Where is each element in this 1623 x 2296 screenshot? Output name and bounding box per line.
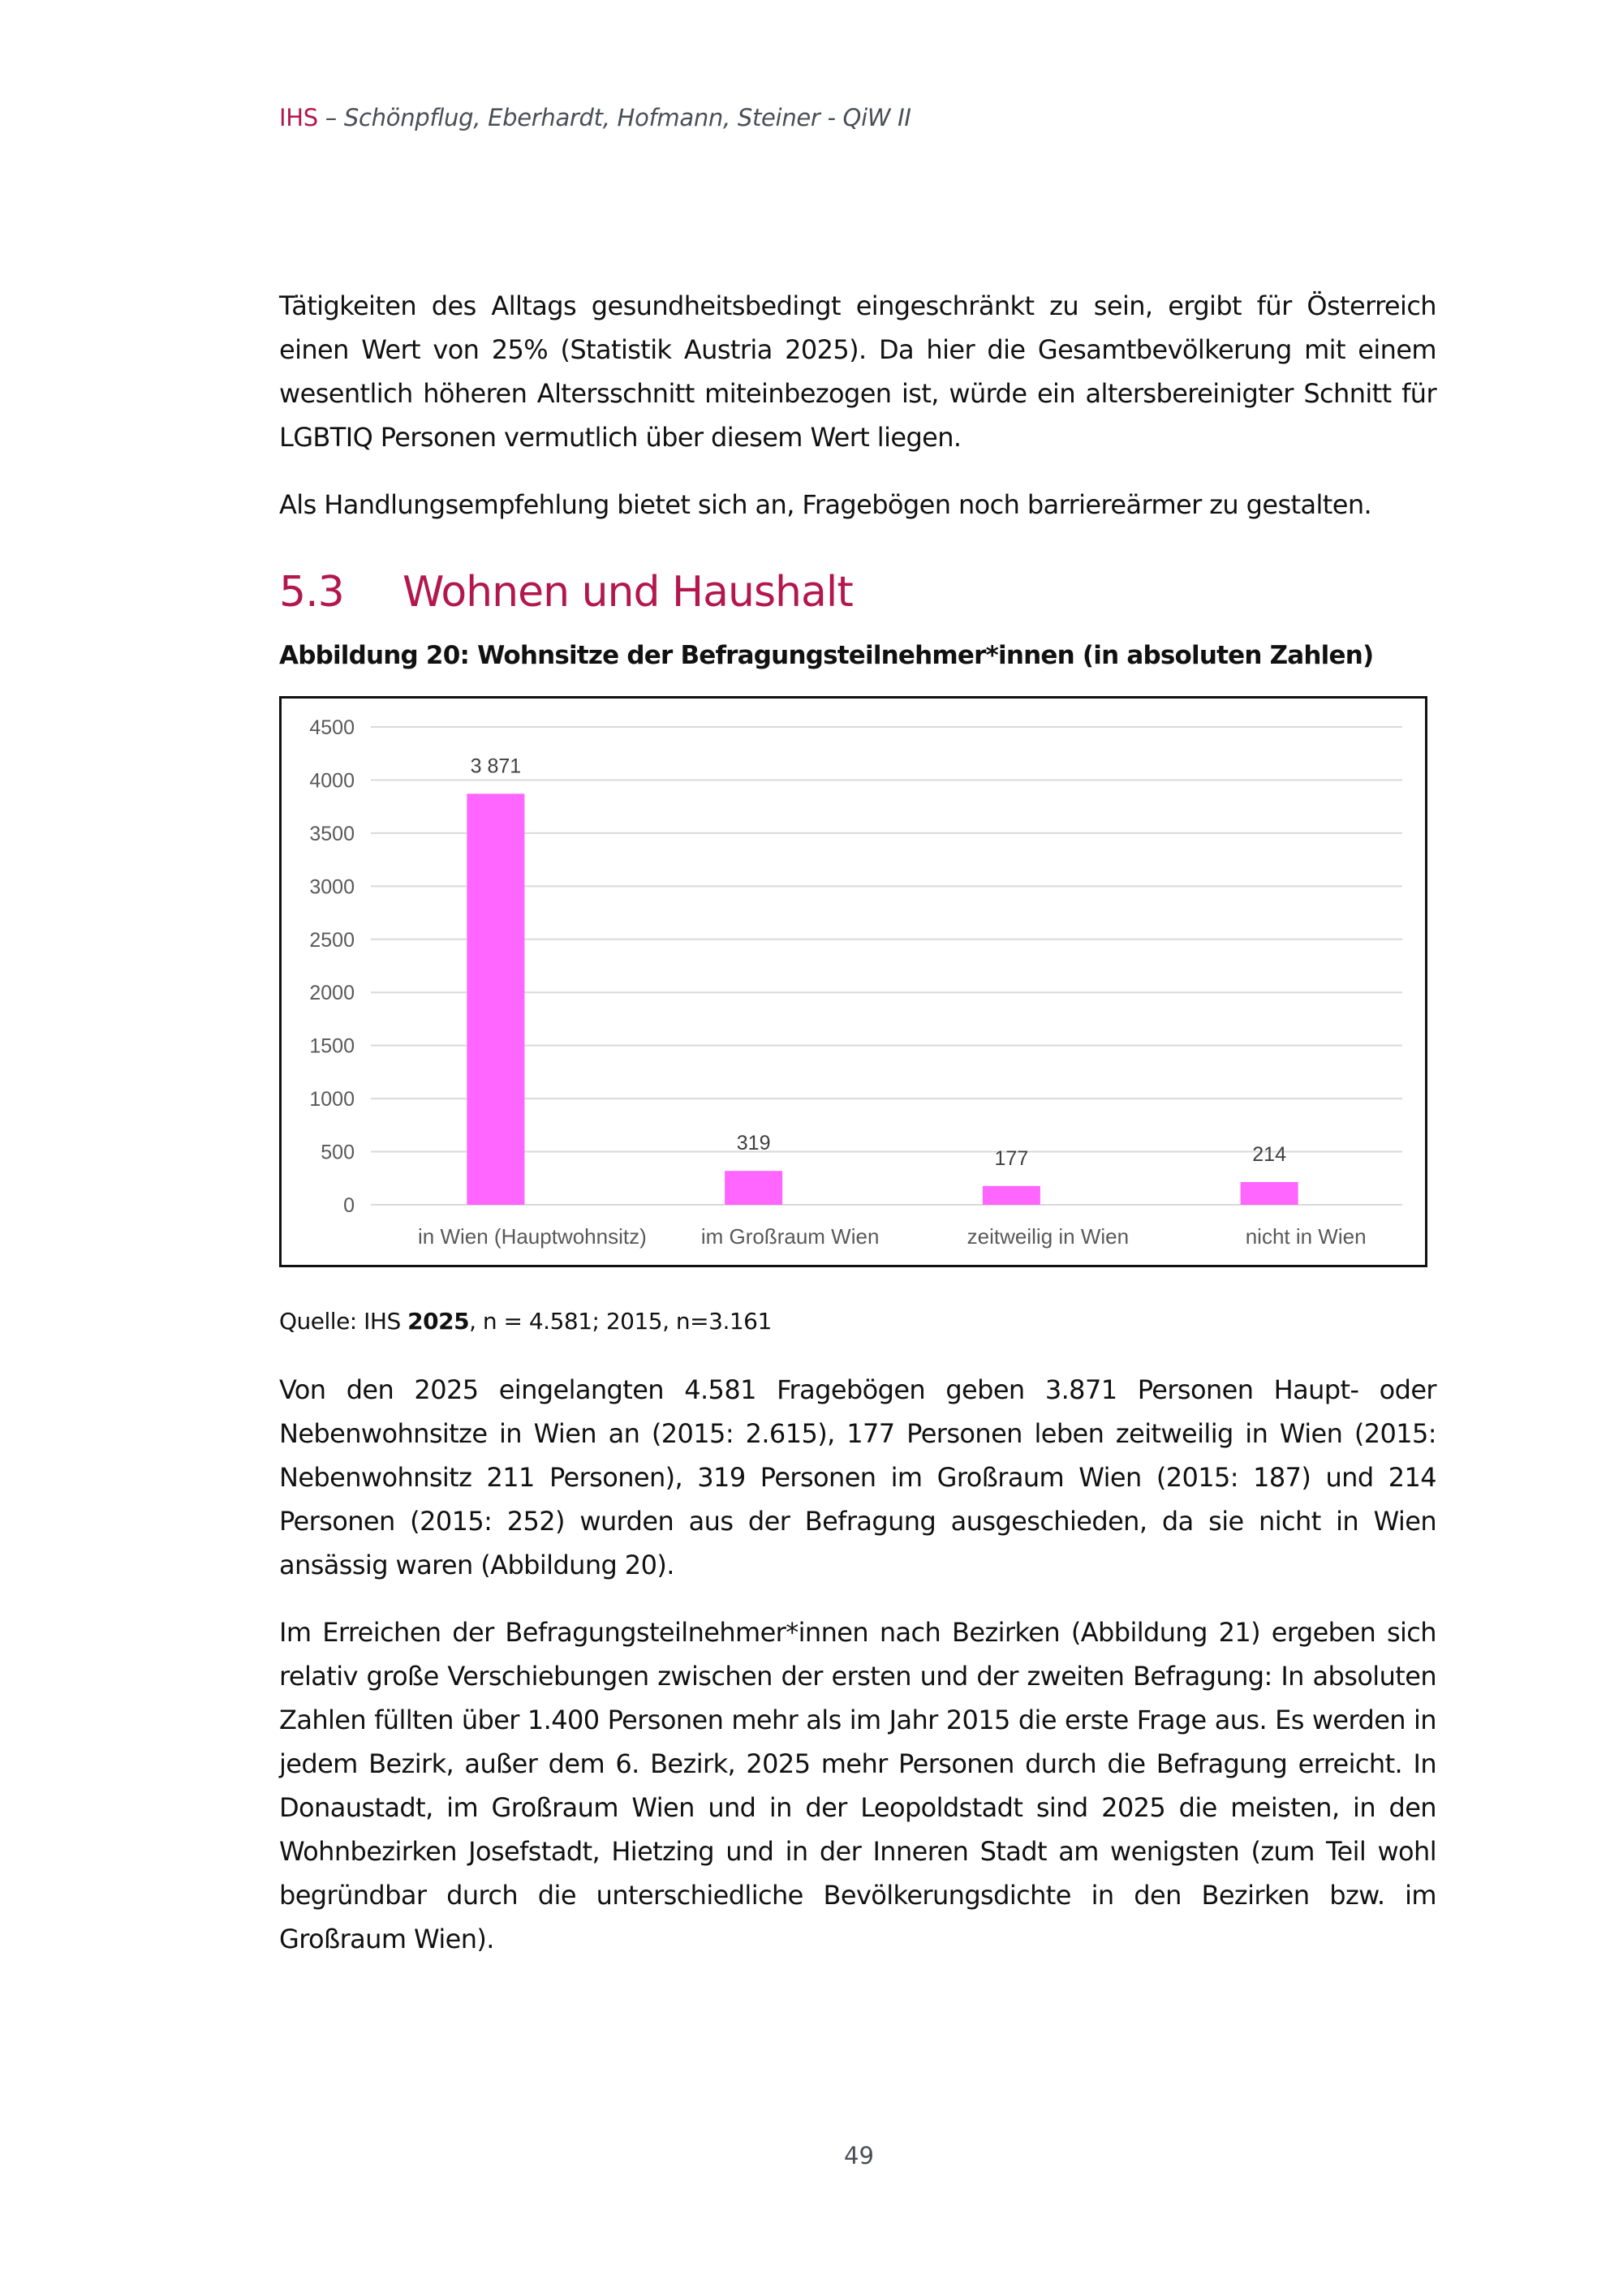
y-tick-label: 500: [321, 1141, 355, 1164]
paragraph-district-shifts: Im Erreichen der Befragungsteilnehmer*innen nach Bezirken (Abbildung 21) ergeben sich relativ große Verschiebungen zwischen der ersten und der zweiten Befragung: In absoluten Zahlen füllten über 1.400 Personen mehr als im Jahr 2015 die erste Frage aus. Es werden in jedem Bezirk, außer dem 6. Bezirk, 2025 mehr Personen durch die Befragung erreicht. In Donaustadt, im Großraum Wien und in der Leopoldstadt sind 2025 die meisten, in den Wohnbezirken Josefstadt, Hietzing und in der Inneren Stadt am wenigsten (zum Teil wohl begründbar durch die unterschiedliche Bevölkerungsdichte in den Bezirken bzw. im Großraum Wien).: [279, 1617, 1436, 1954]
bar-chart: [279, 696, 1427, 1267]
paragraph-health-limitations: Tätigkeiten des Alltags gesundheitsbedingt eingeschränkt zu sein, ergibt für Österreich einen Wert von 25% (Statistik Austria 2025). Da hier die Gesamtbevölkerung mit einem wesentlich höheren Altersschnitt miteinbezogen ist, würde ein altersbereinigter Schnitt für LGBTIQ Personen vermutlich über diesem Wert liegen.: [279, 290, 1436, 453]
source-year: 2025: [407, 1308, 470, 1335]
data-label: 3 871: [470, 755, 522, 778]
y-tick-label: 1000: [309, 1088, 355, 1111]
y-tick-label: 2500: [309, 928, 355, 952]
source-suffix: , n = 4.581; 2015, n=3.161: [469, 1308, 772, 1335]
bar: [1241, 1182, 1298, 1205]
section-number: 5.3: [279, 568, 344, 617]
bar: [725, 1171, 782, 1205]
y-tick-label: 0: [343, 1194, 355, 1217]
y-tick-label: 4500: [309, 716, 355, 739]
bar: [467, 793, 524, 1205]
header-brand: IHS: [279, 104, 318, 131]
section-title: Wohnen und Haushalt: [403, 568, 853, 617]
y-tick-label: 4000: [309, 769, 355, 793]
x-tick-label: nicht in Wien: [1245, 1224, 1367, 1249]
section-heading: [279, 568, 853, 617]
paragraph-residence-counts: Von den 2025 eingelangten 4.581 Fragebögen geben 3.871 Personen Haupt- oder Nebenwohnsitze in Wien an (2015: 2.615), 177 Personen leben zeitweilig in Wien (2015: Nebenwohnsitz 211 Personen), 319 Personen im Großraum Wien (2015: 187) und 214 Personen (2015: 252) wurden aus der Befragung ausgeschieden, da sie nicht in Wien ansässig waren (Abbildung 20).: [279, 1374, 1436, 1580]
y-tick-label: 3500: [309, 822, 355, 845]
data-label: 319: [736, 1132, 771, 1155]
bar-chart-canvas: [282, 699, 1430, 1270]
paragraph-recommendation: Als Handlungsempfehlung bietet sich an, Fragebögen noch barriereärmer zu gestalten.: [279, 489, 1372, 520]
figure-caption: Abbildung 20: Wohnsitze der Befragungsteilnehmer*innen (in absoluten Zahlen): [279, 641, 1374, 670]
x-tick-label: in Wien (Hauptwohnsitz): [417, 1224, 647, 1249]
y-tick-label: 1500: [309, 1034, 355, 1058]
bar: [983, 1186, 1040, 1205]
y-tick-label: 3000: [309, 875, 355, 899]
running-header: [279, 104, 911, 131]
figure-source: [279, 1308, 772, 1335]
source-prefix: Quelle: IHS: [279, 1308, 408, 1335]
header-authors: Schönpflug, Eberhardt, Hofmann, Steiner - QiW II: [343, 104, 911, 131]
x-tick-label: zeitweilig in Wien: [966, 1224, 1130, 1249]
page-number: 49: [844, 2142, 874, 2169]
x-tick-label: im Großraum Wien: [700, 1224, 880, 1249]
header-separator: –: [317, 104, 344, 131]
data-label: 214: [1252, 1142, 1286, 1166]
y-tick-label: 2000: [309, 982, 355, 1005]
data-label: 177: [994, 1146, 1029, 1170]
